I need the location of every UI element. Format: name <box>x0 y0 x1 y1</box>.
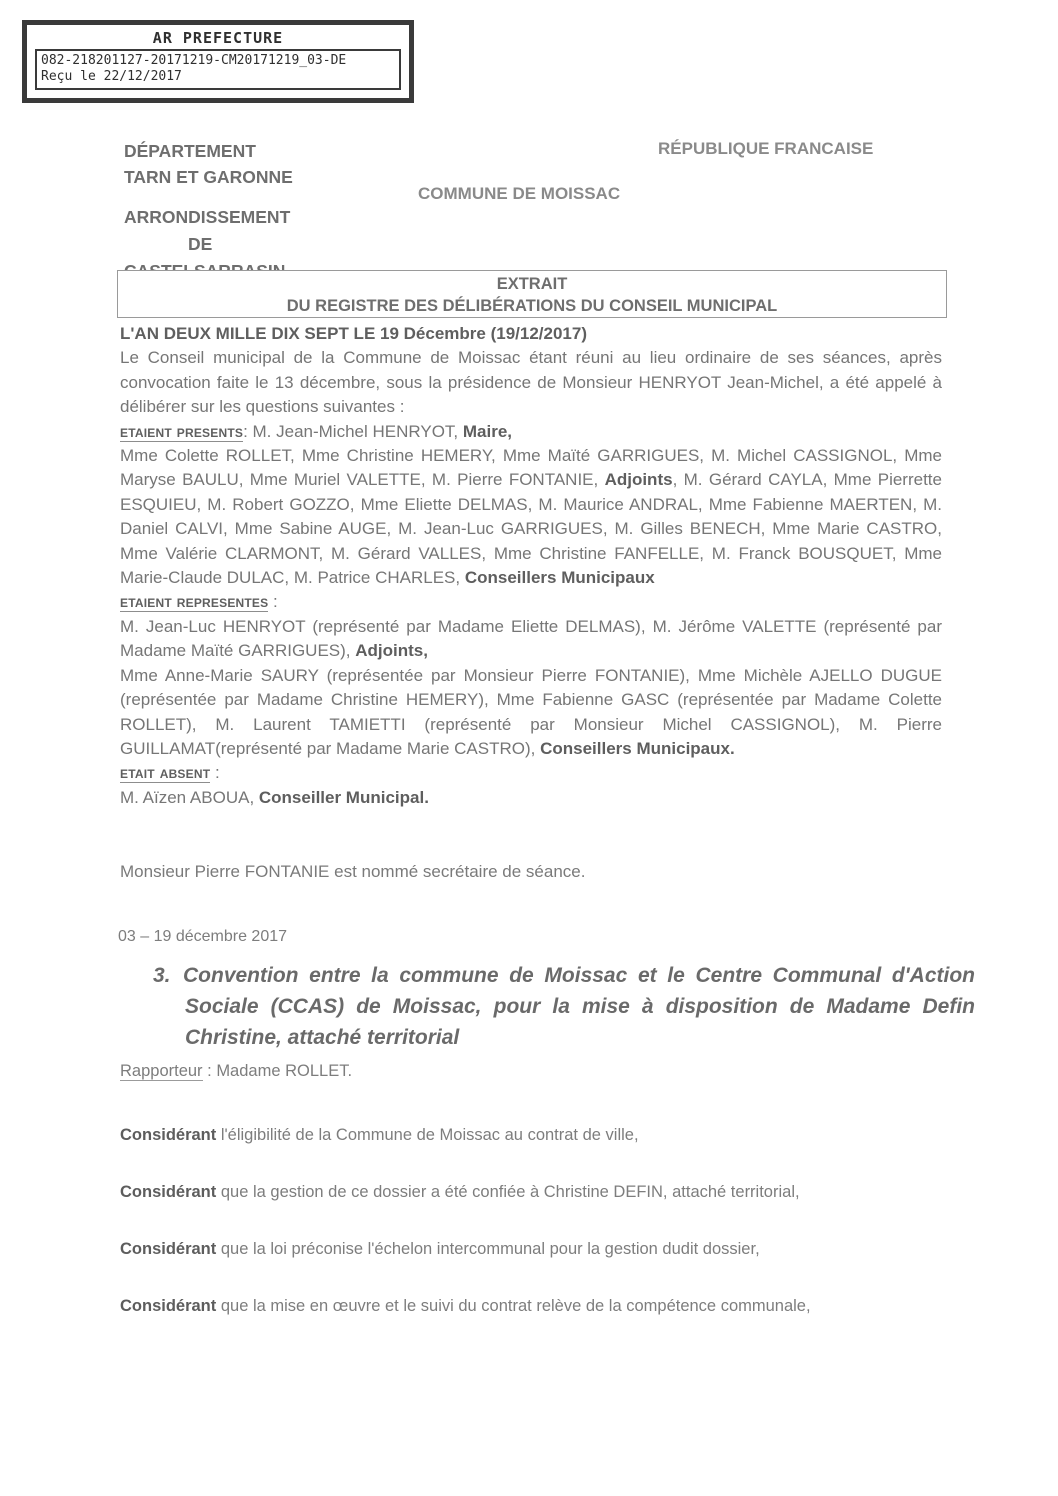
considerant-keyword: Considérant <box>120 1126 217 1144</box>
present-mayor-role: Maire, <box>462 421 512 441</box>
considerant-item <box>120 1123 942 1147</box>
considerant-item <box>120 1237 942 1261</box>
rapporteur-value: : Madame ROLLET. <box>202 1062 353 1080</box>
absent-colon: : <box>210 763 220 783</box>
absent-member-paragraph <box>120 786 942 810</box>
absent-member-role: Conseiller Municipal. <box>258 787 429 807</box>
represented-adjoints-paragraph <box>120 615 942 664</box>
extrait-title-box <box>117 270 947 318</box>
commune-heading: COMMUNE DE MOISSAC <box>418 184 621 203</box>
department-name: TARN ET GARONNE <box>124 167 293 187</box>
absent-label: etait absent <box>120 763 211 783</box>
considerant-keyword: Considérant <box>120 1183 217 1201</box>
considerants-list <box>120 1123 942 1318</box>
department-heading <box>124 138 293 190</box>
deliberation-body <box>120 322 942 810</box>
present-adjoints-role: Adjoints <box>604 470 673 490</box>
session-year-line: L'AN DEUX MILLE DIX SEPT LE 19 Décembre (19/12/2017) <box>120 324 587 343</box>
ar-prefecture-stamp <box>22 20 414 103</box>
represented-heading-line <box>120 590 942 614</box>
present-label: etaient presents <box>120 421 244 441</box>
rapporteur-line <box>120 1062 352 1081</box>
considerant-keyword: Considérant <box>120 1240 217 1258</box>
republic-heading: RÉPUBLIQUE FRANCAISE <box>658 139 874 158</box>
stamp-reference: 082-218201127-20171219-CM20171219_03-DE <box>41 53 347 68</box>
deliberation-number-date: 03 – 19 décembre 2017 <box>118 928 288 945</box>
represented-colon: : <box>268 592 278 612</box>
present-adjoints-names: Mme Colette ROLLET, Mme Christine HEMERY, Mme Maïté GARRIGUES, M. Michel CASSIGNOL, Mme Maryse BAULU, Mme Muriel VALETTE, M. Pierre FONTANIE, <box>120 446 942 490</box>
absent-member-name: M. Aïzen ABOUA, <box>120 787 259 807</box>
represented-conseillers-paragraph <box>120 664 942 762</box>
session-intro-paragraph: Le Conseil municipal de la Commune de Moissac étant réuni au lieu ordinaire de ses séances, après convocation faite le 13 décembre, sous la présidence de Monsieur HENRYOT Jean-Michel, a été appelé à délibérer sur les questions suivantes : <box>120 348 942 417</box>
considerant-keyword: Considérant <box>120 1297 217 1315</box>
considerant-text: que la gestion de ce dossier a été confiée à Christine DEFIN, attaché territorial, <box>216 1183 800 1201</box>
represented-adjoints-names: M. Jean-Luc HENRYOT (représenté par Madame Eliette DELMAS), M. Jérôme VALETTE (représenté par Madame Maïté GARRIGUES), <box>120 616 942 661</box>
extrait-line-1: EXTRAIT <box>496 275 568 293</box>
department-label: DÉPARTEMENT <box>124 141 256 161</box>
session-secretary-line: Monsieur Pierre FONTANIE est nommé secrétaire de séance. <box>120 862 586 881</box>
present-conseillers-role: Conseillers Municipaux <box>464 568 655 588</box>
present-members-heading-line <box>120 420 942 444</box>
arrondissement-de: DE <box>188 234 213 254</box>
represented-adjoints-role: Adjoints, <box>355 641 428 661</box>
arrondissement-label: ARRONDISSEMENT <box>124 207 291 227</box>
considerant-item <box>120 1180 942 1204</box>
deliberation-item-number: 3. <box>153 964 171 987</box>
stamp-title: AR PREFECTURE <box>152 29 284 47</box>
extrait-line-2: DU REGISTRE DES DÉLIBÉRATIONS DU CONSEIL MUNICIPAL <box>286 297 778 315</box>
considerant-item <box>120 1294 942 1318</box>
considerant-text: que la loi préconise l'échelon intercommunal pour la gestion dudit dossier, <box>216 1240 760 1258</box>
deliberation-title-text: Convention entre la commune de Moissac et le Centre Communal d'Action Sociale (CCAS) de Moissac, pour la mise à disposition de Madame Defin Christine, attaché territorial <box>183 964 975 1049</box>
present-members-paragraph <box>120 444 942 590</box>
deliberation-title <box>155 960 975 1053</box>
stamp-reference-box <box>35 49 401 90</box>
rapporteur-label: Rapporteur <box>120 1062 203 1080</box>
present-mayor: : M. Jean-Michel HENRYOT, <box>243 421 463 441</box>
represented-conseillers-role: Conseillers Municipaux. <box>540 738 735 758</box>
considerant-text: l'éligibilité de la Commune de Moissac au contrat de ville, <box>216 1126 639 1144</box>
represented-label: etaient representes <box>120 592 269 612</box>
present-conseillers-names: , M. Gérard CAYLA, Mme Pierrette ESQUIEU, M. Robert GOZZO, Mme Eliette DELMAS, M. Maurice ANDRAL, Mme Fabienne MAERTEN, M. Daniel CALVI, Mme Sabine AUGE, M. Jean-Luc GARRIGUES, M. Gilles BENECH, Mme Marie CASTRO, Mme Valérie CLARMONT, M. Gérard VALLES, Mme Christine FANFELLE, M. Franck BOUSQUET, Mme Marie-Claude DULAC, M. Patrice CHARLES, <box>120 470 942 588</box>
absent-heading-line <box>120 761 942 785</box>
represented-conseillers-names: Mme Anne-Marie SAURY (représentée par Monsieur Pierre FONTANIE), Mme Michèle AJELLO DUGUE (représentée par Madame Christine HEMERY), Mme Fabienne GASC (représentée par Madame Colette ROLLET), M. Laurent TAMIETTI (représenté par Monsieur Michel CASSIGNOL), M. Pierre GUILLAMAT(représenté par Madame Marie CASTRO), <box>120 665 942 758</box>
considerant-text: que la mise en œuvre et le suivi du contrat relève de la compétence communale, <box>216 1297 811 1315</box>
stamp-received-date: Reçu le 22/12/2017 <box>41 69 182 84</box>
